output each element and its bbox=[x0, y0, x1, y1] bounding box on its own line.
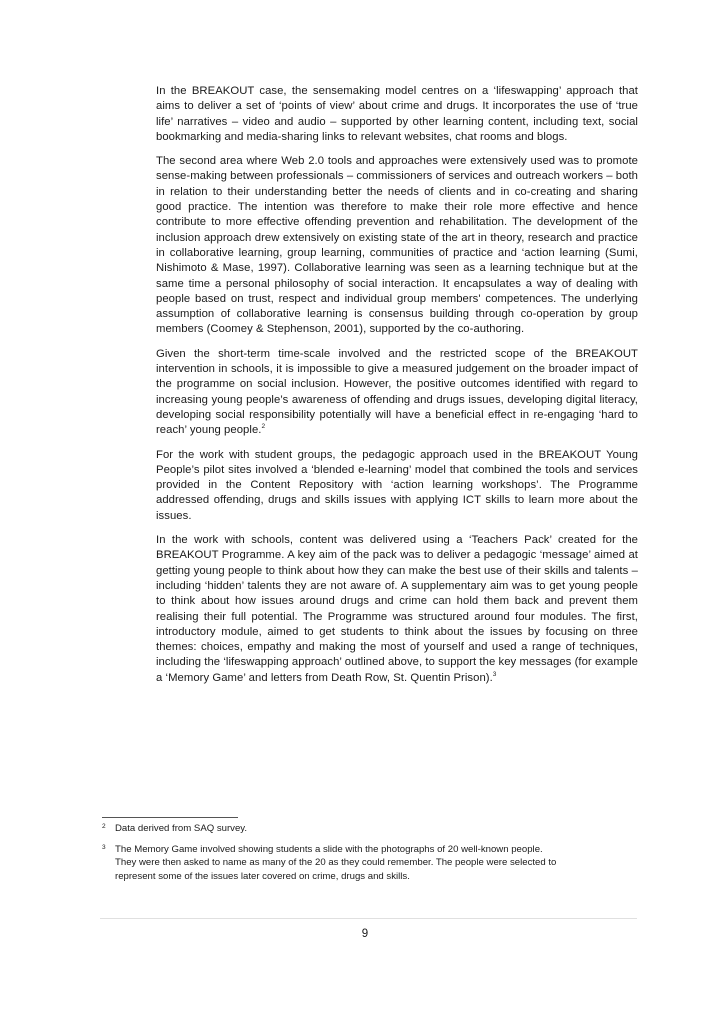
footnote bbox=[102, 822, 558, 836]
paragraph-5-text: In the work with schools, content was delivered using a ‘Teachers Pack’ created for the BREAKOUT Programme. A key aim of the pack was to deliver a pedagogic ‘message’ aimed at getting young people to think about how they can make the best use of their skills and talents – including ‘hidden’ talents they are not aware of. A supplementary aim was to get young people to think about how issues around drugs and crime can hold them back and prevent them realising their full potential. The Programme was structured around four modules. The first, introductory module, aimed to get students to think about the issues by focusing on three themes: choices, empathy and making the most of yourself and used a range of techniques, including the ‘lifeswapping approach’ outlined above, to support the key messages (for example a ‘Memory Game’ and letters from Death Row, St. Quentin Prison). bbox=[156, 534, 638, 684]
paragraph-3 bbox=[156, 347, 638, 439]
footnote-text: Data derived from SAQ survey. bbox=[115, 823, 248, 834]
paragraph-1: In the BREAKOUT case, the sensemaking model centres on a ‘lifeswapping’ approach that aims to deliver a set of ‘points of view’ about crime and drugs. It incorporates the use of ‘true life’ narratives – video and audio – supported by other learning content, including text, social bookmarking and media-sharing links to relevant websites, chat rooms and blogs. bbox=[156, 85, 638, 143]
footnote-separator bbox=[102, 817, 238, 818]
footer-divider bbox=[100, 918, 637, 919]
footnote-number: 3 bbox=[102, 843, 106, 851]
paragraph-3-text: Given the short-term time-scale involved and the restricted scope of the BREAKOUT intervention in schools, it is impossible to give a measured judgement on the broader impact of the programme on social inclusion. However, the positive outcomes identified with regard to increasing young people’s awareness of offending and drugs issues, developing digital literacy, developing social responsibility potentially will have a beneficial effect in re-engaging ‘hard to reach’ young people. bbox=[156, 347, 638, 437]
page-number: 9 bbox=[361, 928, 369, 940]
body-text bbox=[156, 84, 638, 695]
paragraph-4: For the work with student groups, the pedagogic approach used in the BREAKOUT Young People’s pilot sites involved a ‘blended e-learning’ model that combined the tools and services provided in the Content Repository with ‘action learning workshops’. The Programme addressed offending, drugs and skills issues with applying ICT skills to learn more about the issues. bbox=[156, 448, 638, 522]
footnote-number: 2 bbox=[102, 823, 106, 830]
paragraph-2: The second area where Web 2.0 tools and approaches were extensively used was to promote sense-making between professionals – commissioners of services and outreach workers – both in relation to their understanding better the needs of clients and in co-creating and sharing good practice. The intention was therefore to make their role more effective and hence contribute to more effective offending prevention and rehabilitation. The development of the inclusion approach drew extensively on existing state of the art in theory, research and practice in collaborative learning, group learning, communities of practice and ‘action learning (Sumi, Nishimoto & Mase, 1997). Collaborative learning was seen as a learning technique but at the same time a personal philosophy of social interaction. It encapsulates a way of dealing with people based on trust, respect and individual group members' competences. The underlying assumption of collaborative learning is consensus building through co-operation by group members (Coomey & Stephenson, 2001), supported by the co-authoring. bbox=[156, 155, 638, 336]
footnote-ref-3[interactable]: 3 bbox=[492, 670, 497, 678]
footnotes bbox=[102, 822, 558, 890]
footnote-text: The Memory Game involved showing students a slide with the photographs of 20 well-known people. They were then asked to name as many of the 20 as they could remember. The people were selected to represent some of the issues later covered on crime, drugs and skills. bbox=[115, 843, 557, 882]
paragraph-5 bbox=[156, 533, 638, 686]
footnote-ref-2[interactable]: 2 bbox=[261, 423, 266, 431]
footnote bbox=[102, 843, 558, 884]
